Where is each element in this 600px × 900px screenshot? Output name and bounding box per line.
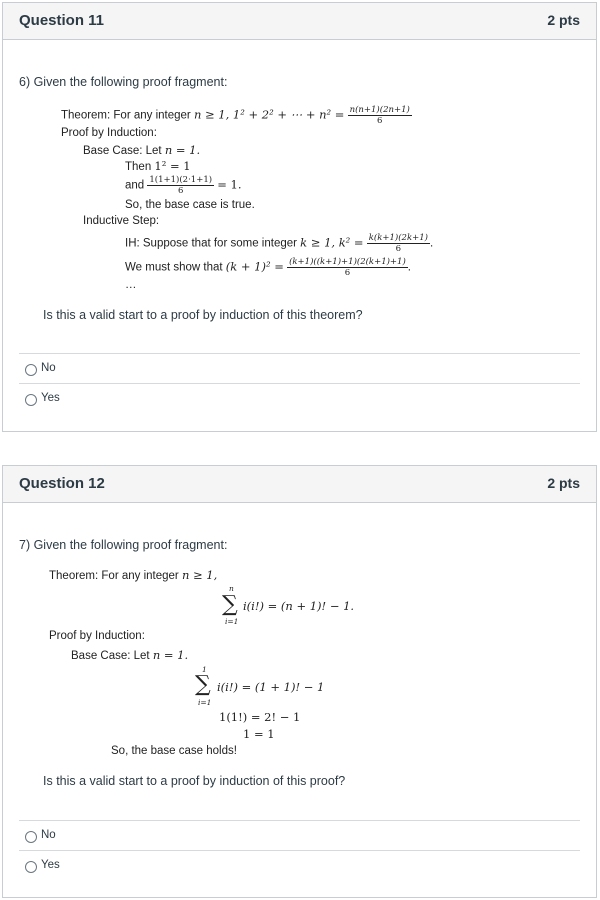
answer-list xyxy=(19,353,580,413)
theorem-line: Theorem: For any integer n ≥ 1, xyxy=(49,568,218,582)
ellipsis: … xyxy=(125,279,137,291)
question-text: Is this a valid start to a proof by induction of this theorem? xyxy=(43,308,363,322)
answer-option-no[interactable] xyxy=(19,353,580,383)
radio-button[interactable] xyxy=(25,364,37,376)
inductive-step-label: Inductive Step: xyxy=(83,215,160,227)
theorem-fraction: $\frac{n(n+1)(2n+1)}{6}$ xyxy=(349,105,410,126)
base-sum-lower-limit: i=1 xyxy=(198,698,212,707)
answer-label: No xyxy=(41,362,56,374)
answer-option-yes[interactable] xyxy=(19,850,580,880)
question-points: 2 pts xyxy=(547,475,580,491)
base-sum-upper-limit: 1 xyxy=(202,665,207,674)
question-header xyxy=(3,466,596,503)
answer-option-yes[interactable] xyxy=(19,383,580,413)
sum-upper-limit: n xyxy=(229,584,234,593)
answer-label: Yes xyxy=(41,392,60,404)
answer-label: Yes xyxy=(41,859,60,871)
radio-button[interactable] xyxy=(25,861,37,873)
base-case-line: Base Case: Let n = 1. xyxy=(71,648,189,662)
question-prompt: 6) Given the following proof fragment: xyxy=(19,75,228,89)
question-header xyxy=(3,3,596,40)
base-case-fraction: $\frac{1(1+1)(2\cdot 1+1)}{6}$ xyxy=(149,175,213,196)
question-text: Is this a valid start to a proof by induction of this proof? xyxy=(43,774,346,788)
radio-button[interactable] xyxy=(25,831,37,843)
base-case-conclusion: So, the base case holds! xyxy=(111,745,237,757)
answer-list xyxy=(19,820,580,880)
ih-line: IH: Suppose that for some integer k ≥ 1, k² = $\frac{k(k+1)(2k+1)}{6}$ . xyxy=(125,233,434,254)
base-step-2: 1 = 1 xyxy=(243,727,275,741)
then-line: Then 1² = 1 xyxy=(125,159,191,173)
question-prompt: 7) Given the following proof fragment: xyxy=(19,538,228,552)
base-case-conclusion: So, the base case is true. xyxy=(125,199,255,211)
summation-sigma: ∑ xyxy=(222,592,238,617)
ih-fraction: $\frac{k(k+1)(2k+1)}{6}$ xyxy=(368,233,428,254)
base-summation-expression: i(i!) = (1 + 1)! − 1 xyxy=(217,680,325,694)
radio-button[interactable] xyxy=(25,394,37,406)
base-step-1: 1(1!) = 2! − 1 xyxy=(219,710,301,724)
question-11-card xyxy=(2,2,597,432)
and-line: and $\frac{1(1+1)(2\cdot 1+1)}{6}$ = 1. xyxy=(125,175,242,196)
question-points: 2 pts xyxy=(547,12,580,28)
base-case-line: Base Case: Let n = 1. xyxy=(83,143,201,157)
answer-label: No xyxy=(41,829,56,841)
answer-option-no[interactable] xyxy=(19,820,580,850)
question-12-card xyxy=(2,465,597,898)
proof-by-induction-label: Proof by Induction: xyxy=(61,127,157,139)
proof-by-induction-label: Proof by Induction: xyxy=(49,630,145,642)
must-show-fraction: $\frac{(k+1)((k+1)+1)(2(k+1)+1)}{6}$ xyxy=(289,257,406,278)
question-title: Question 12 xyxy=(19,475,105,492)
summation-expression: i(i!) = (n + 1)! − 1. xyxy=(243,599,355,613)
sum-lower-limit: i=1 xyxy=(225,617,239,626)
base-summation-sigma: ∑ xyxy=(195,672,211,697)
theorem-line: Theorem: For any integer n ≥ 1, 1² + 2² + ⋯ + n² = $\frac{n(n+1)(2n+1)}{6}$ xyxy=(61,105,410,126)
must-show-line: We must show that (k + 1)² = $\frac{(k+1)((k+1)+1)(2(k+1)+1)}{6}$ . xyxy=(125,257,411,278)
question-title: Question 11 xyxy=(19,12,105,29)
